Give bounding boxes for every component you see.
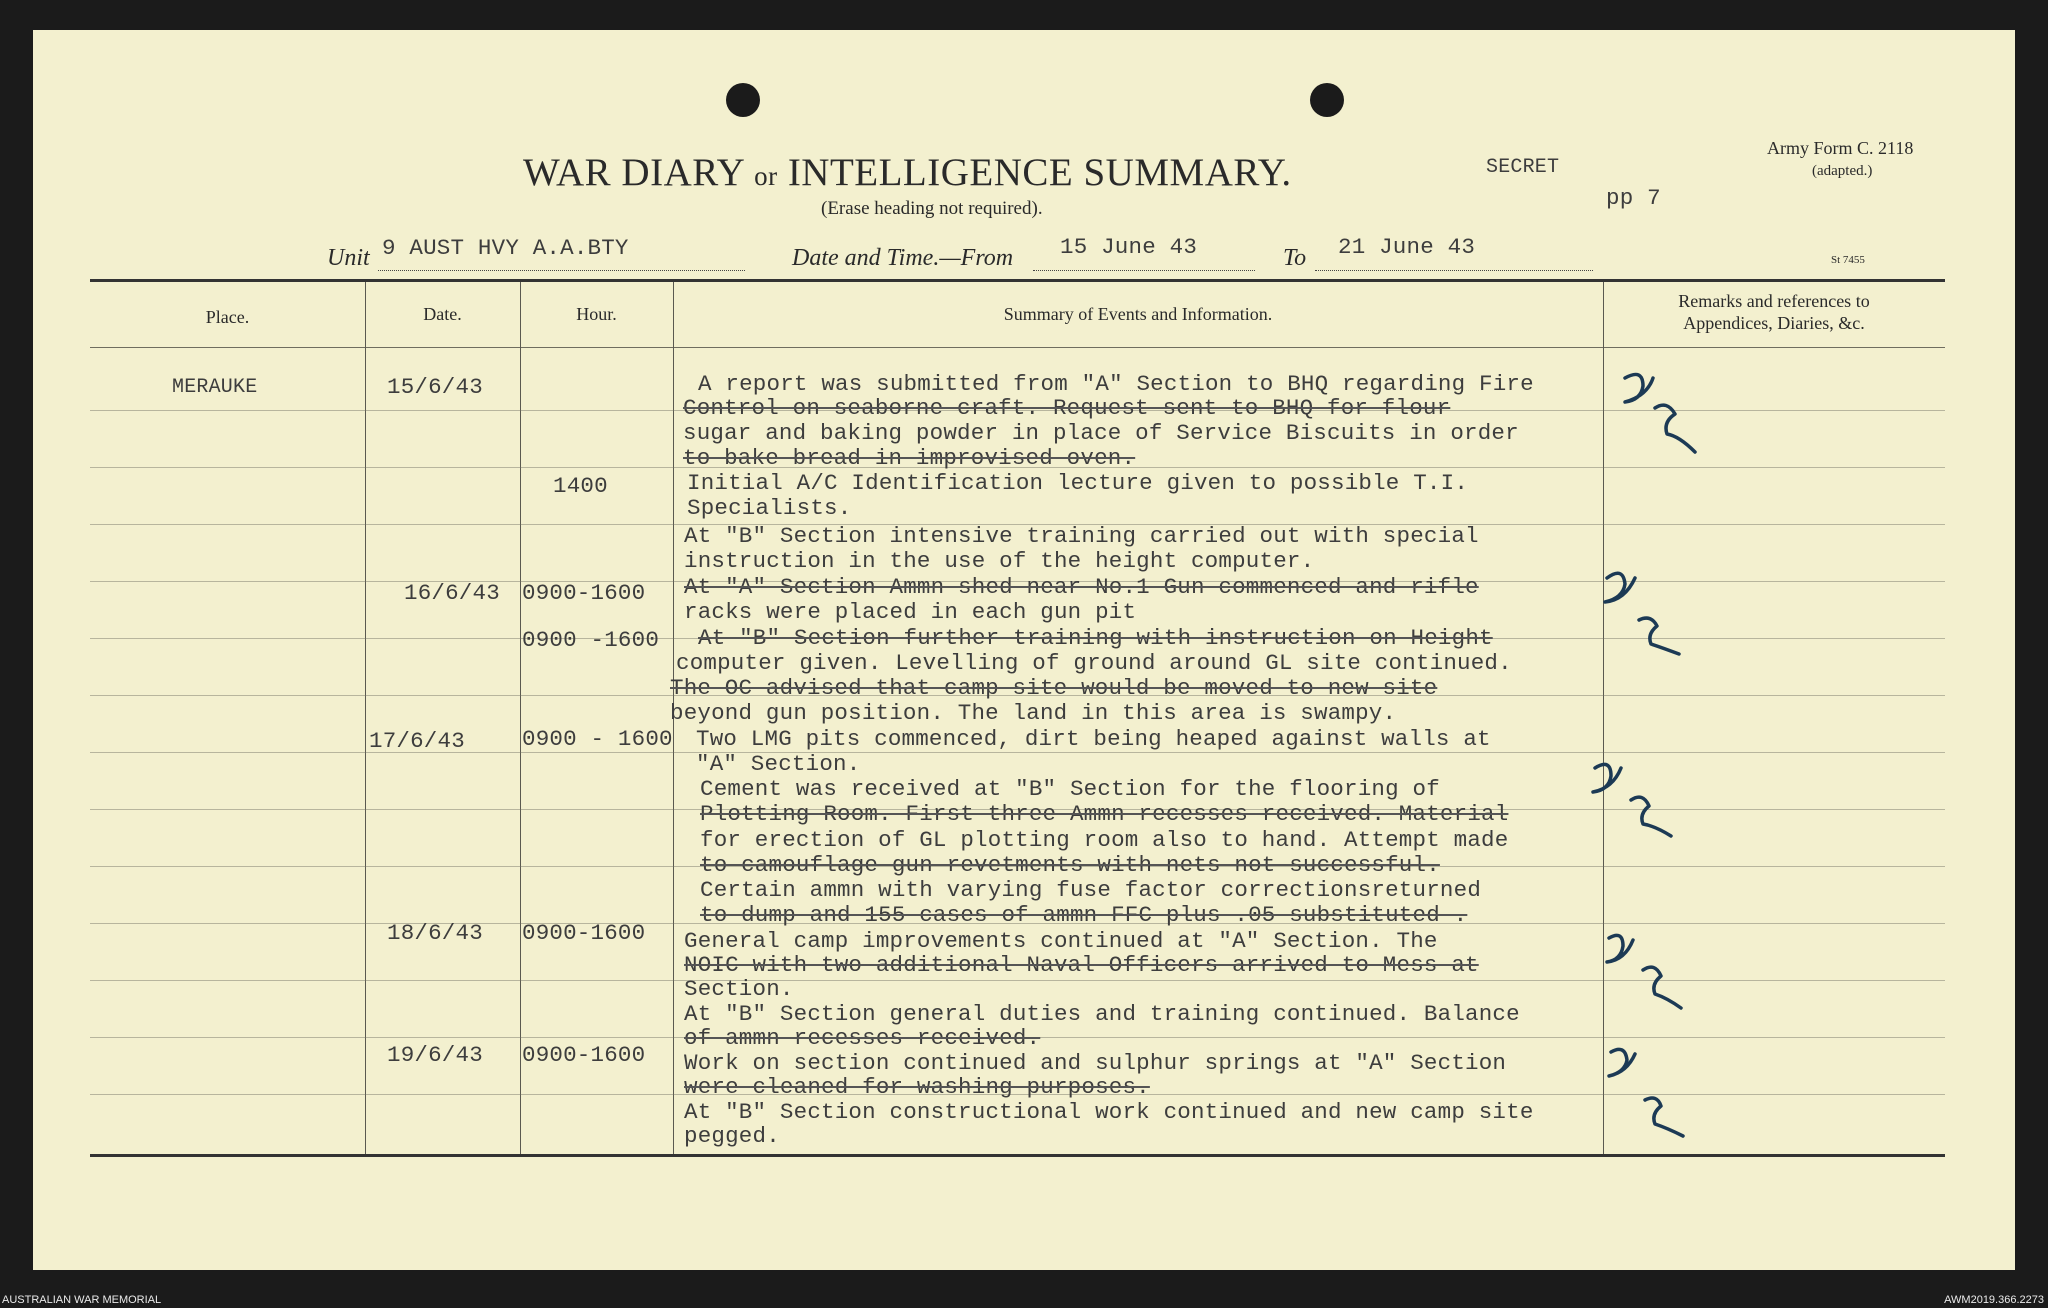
summary-line: racks were placed in each gun pit bbox=[684, 599, 1137, 625]
hour-entry: 0900-1600 bbox=[522, 1042, 646, 1068]
hour-entry: 0900-1600 bbox=[522, 920, 646, 946]
date-entry: 18/6/43 bbox=[387, 920, 483, 946]
initials-mark bbox=[1605, 573, 1679, 654]
column-header-hour: Hour. bbox=[576, 304, 617, 324]
army-form-number: Army Form C. 2118 bbox=[1767, 138, 1914, 158]
summary-line: Certain ammn with varying fuse factor correctionsreturned bbox=[700, 877, 1482, 903]
date-entry: 16/6/43 bbox=[404, 580, 500, 606]
document-title: WAR DIARY or INTELLIGENCE SUMMARY. bbox=[523, 151, 1292, 194]
column-header-date: Date. bbox=[423, 304, 462, 324]
hour-entry: 1400 bbox=[553, 473, 608, 499]
date-to-value: 21 June 43 bbox=[1338, 234, 1476, 260]
column-header-place: Place. bbox=[205, 307, 250, 327]
summary-line: Specialists. bbox=[687, 495, 852, 521]
date-from-label: Date and Time.—From bbox=[792, 245, 1014, 271]
summary-line: Two LMG pits commenced, dirt being heaped against walls at bbox=[696, 726, 1491, 752]
army-form-adapted: (adapted.) bbox=[1812, 163, 1873, 179]
summary-line: A report was submitted from "A" Section to BHQ regarding Fire bbox=[698, 371, 1534, 397]
summary-line: At "A" Section Ammn shed near No.1 Gun commenced and rifle bbox=[684, 574, 1479, 600]
footer-left: AUSTRALIAN WAR MEMORIAL bbox=[2, 1294, 162, 1306]
date-to-label: To bbox=[1283, 245, 1307, 271]
hour-entry: 0900-1600 bbox=[522, 580, 646, 606]
summary-line: pegged. bbox=[684, 1123, 780, 1149]
summary-line: Work on section continued and sulphur springs at "A" Section bbox=[684, 1050, 1507, 1076]
summary-line: were cleaned for washing purposes. bbox=[684, 1074, 1150, 1100]
erase-note: (Erase heading not required). bbox=[821, 198, 1043, 219]
date-entry: 17/6/43 bbox=[369, 728, 465, 754]
handwritten-initials bbox=[33, 30, 2015, 1270]
summary-line: to camouflage gun revetments with nets not successful. bbox=[700, 852, 1440, 878]
column-header-remarks-2: Appendices, Diaries, &c. bbox=[1683, 313, 1865, 333]
unit-label: Unit bbox=[327, 245, 370, 271]
summary-line: beyond gun position. The land in this area is swampy. bbox=[670, 700, 1397, 726]
summary-line: instruction in the use of the height computer. bbox=[684, 548, 1315, 574]
summary-line: At "B" Section further training with instruction on Height bbox=[698, 625, 1493, 651]
column-header-summary: Summary of Events and Information. bbox=[1003, 304, 1273, 324]
summary-line: "A" Section. bbox=[696, 751, 861, 777]
summary-line: At "B" Section general duties and training continued. Balance bbox=[684, 1001, 1520, 1027]
page-reference: pp 7 bbox=[1606, 185, 1661, 211]
summary-line: At "B" Section constructional work continued and new camp site bbox=[684, 1099, 1534, 1125]
summary-line: At "B" Section intensive training carried out with special bbox=[684, 523, 1479, 549]
war-diary-sheet bbox=[33, 30, 2015, 1270]
initials-mark bbox=[1625, 374, 1695, 452]
date-from-value: 15 June 43 bbox=[1060, 234, 1198, 260]
hour-entry: 0900 -1600 bbox=[522, 627, 660, 653]
footer-right: AWM2019.366.2273 bbox=[1944, 1294, 2044, 1306]
stock-number: St 7455 bbox=[1831, 254, 1865, 266]
summary-line: computer given. Levelling of ground around GL site continued. bbox=[676, 650, 1512, 676]
summary-line: sugar and baking powder in place of Service Biscuits in order bbox=[683, 420, 1519, 446]
summary-line: Section. bbox=[684, 976, 794, 1002]
summary-line: Cement was received at "B" Section for the flooring of bbox=[700, 776, 1440, 802]
place-value: MERAUKE bbox=[172, 376, 258, 399]
secret-stamp: SECRET bbox=[1486, 156, 1560, 179]
initials-mark bbox=[1607, 935, 1681, 1008]
summary-line: Control on seaborne craft. Request sent to BHQ for flour bbox=[683, 395, 1451, 421]
unit-value: 9 AUST HVY A.A.BTY bbox=[382, 235, 629, 261]
summary-line: for erection of GL plotting room also to hand. Attempt made bbox=[700, 827, 1509, 853]
summary-line: General camp improvements continued at "A" Section. The bbox=[684, 928, 1438, 954]
summary-line: Plotting Room. First three Ammn recesses received. Material bbox=[700, 801, 1509, 827]
initials-mark bbox=[1609, 1049, 1683, 1136]
initials-mark bbox=[1593, 764, 1671, 836]
summary-line: to bake bread in improvised oven. bbox=[683, 445, 1136, 471]
hour-entry: 0900 - 1600 bbox=[522, 726, 673, 752]
date-entry: 19/6/43 bbox=[387, 1042, 483, 1068]
summary-line: NOIC with two additional Naval Officers arrived to Mess at bbox=[684, 952, 1479, 978]
date-entry: 15/6/43 bbox=[387, 374, 483, 400]
summary-line: Initial A/C Identification lecture given to possible T.I. bbox=[687, 470, 1469, 496]
summary-line: of ammn recesses received. bbox=[684, 1025, 1041, 1051]
summary-line: The OC advised that camp site would be moved to new site bbox=[670, 675, 1438, 701]
summary-line: to dump and 155 cases of ammn FFC plus .05 substituted . bbox=[700, 902, 1468, 928]
column-header-remarks-1: Remarks and references to bbox=[1678, 291, 1870, 311]
